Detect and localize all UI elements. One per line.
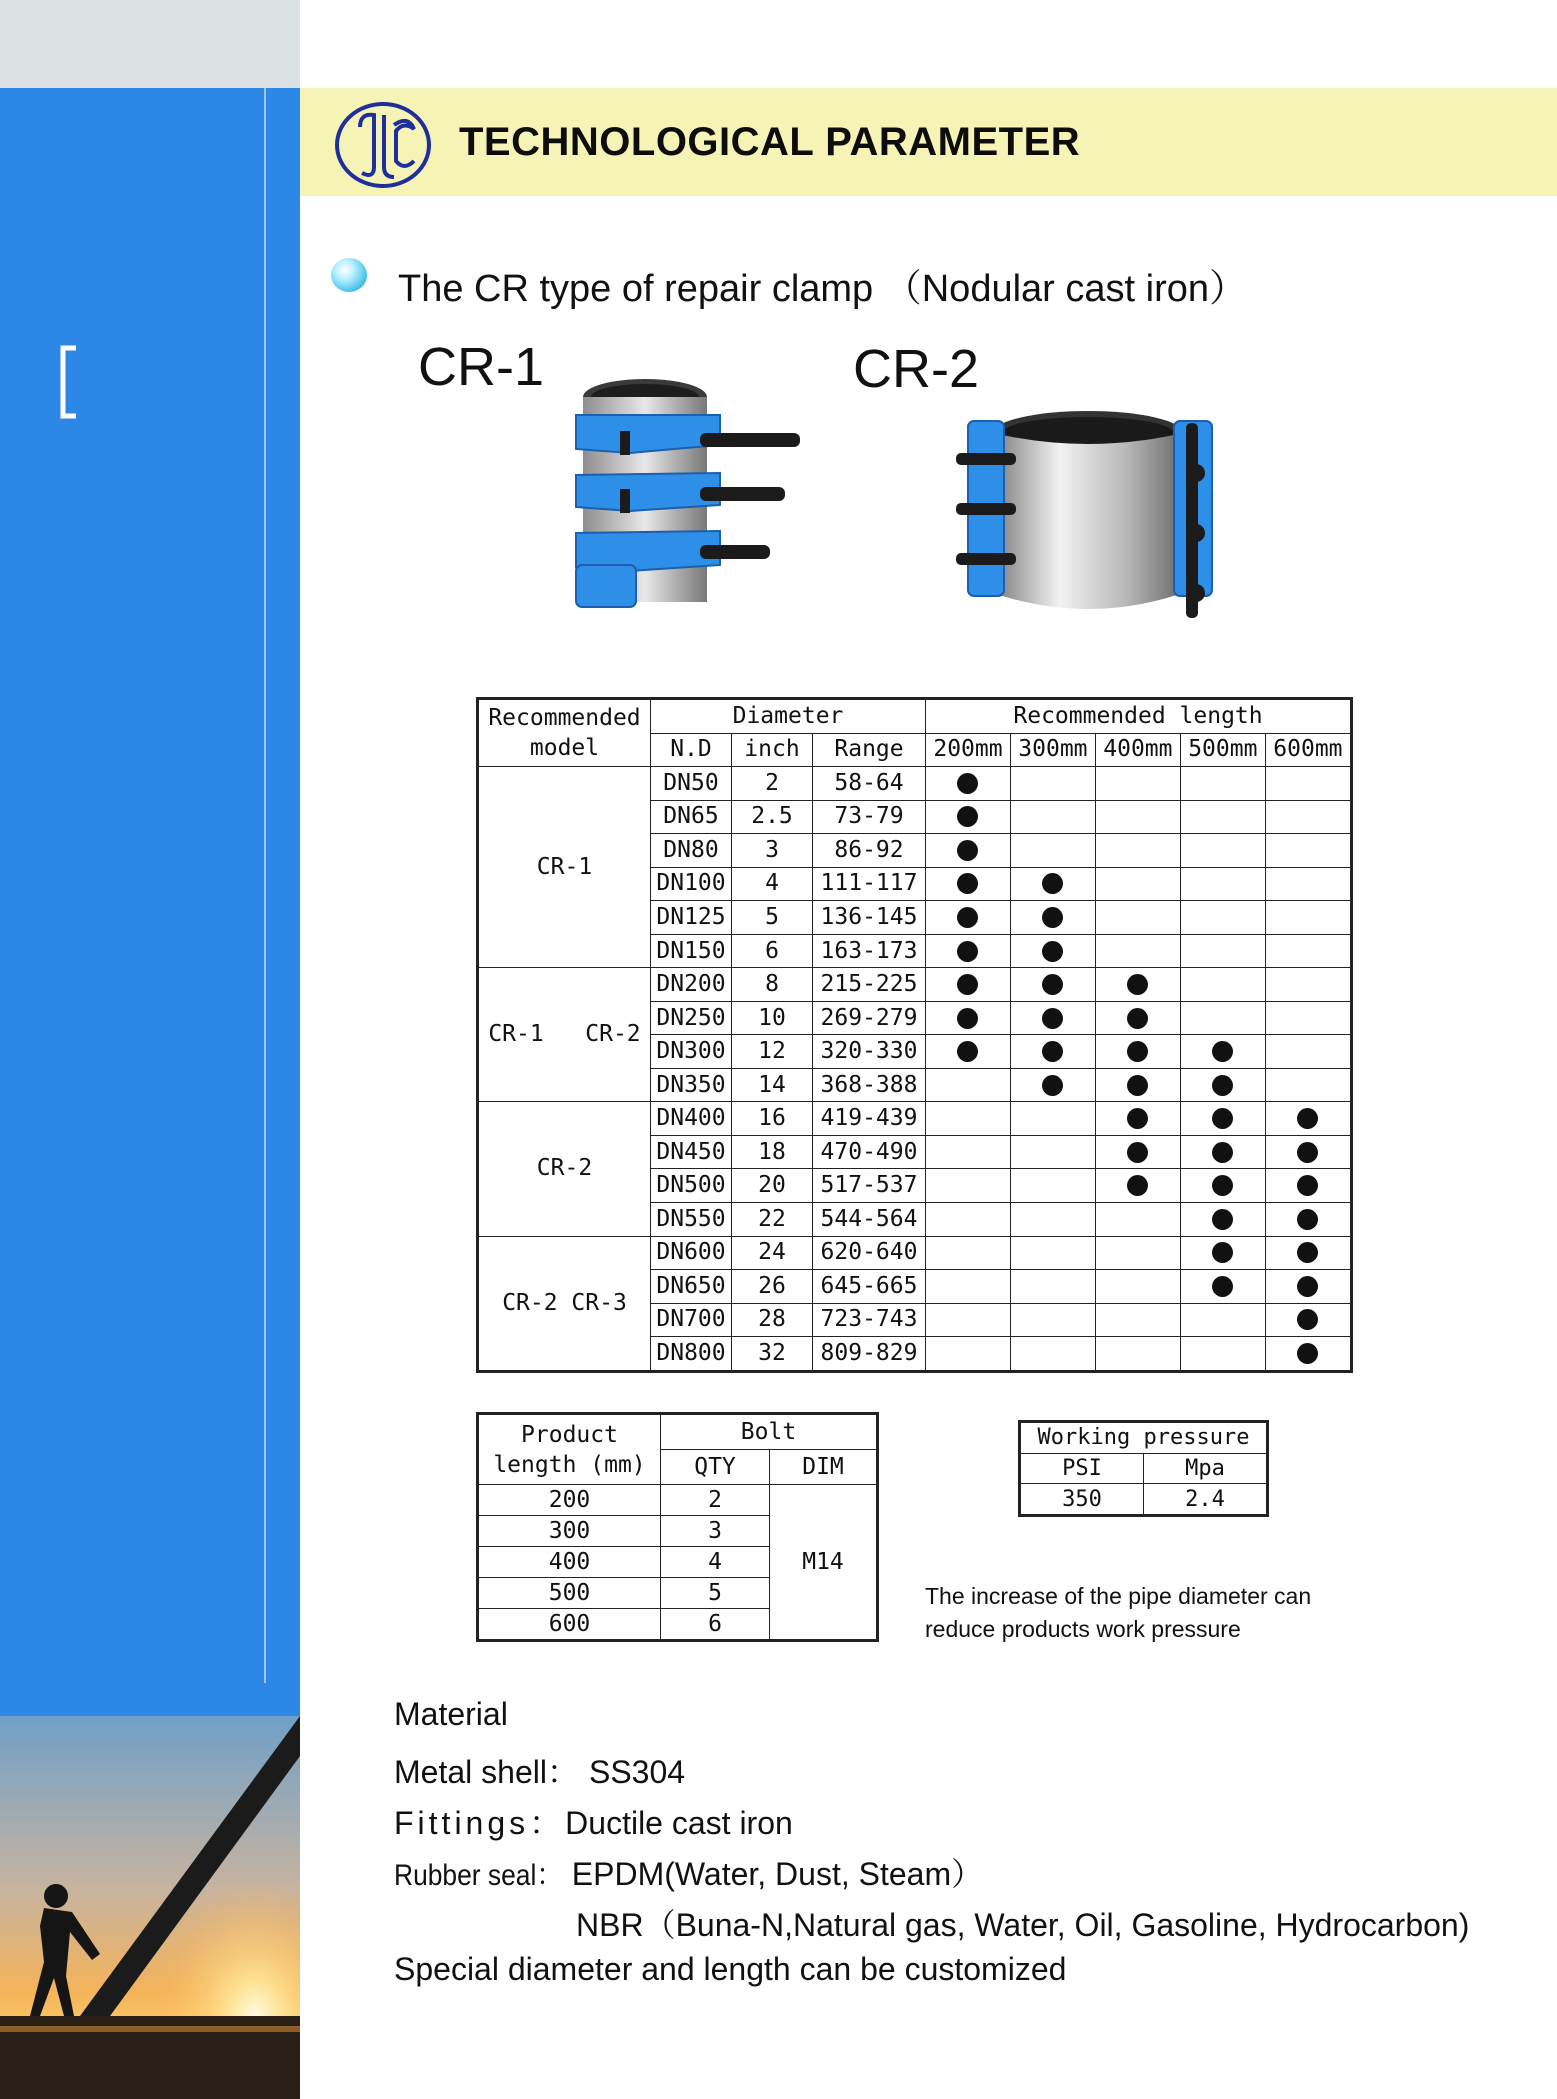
mpa-header: Mpa [1144,1453,1268,1484]
length-mark-cell [926,800,1011,834]
length-mark-cell [1265,1236,1351,1270]
length-mark-cell [926,1135,1011,1169]
nd-cell: DN250 [651,1001,732,1035]
inch-cell: 2.5 [732,800,813,834]
recommended-dot-icon [1297,1276,1318,1297]
length-mark-cell [1180,1102,1265,1136]
pressure-table [1018,1420,1269,1517]
inch-cell: 12 [732,1035,813,1069]
sidebar-blue-panel [0,88,300,1716]
length-mark-cell [1010,1035,1095,1069]
recommended-dot-icon [1127,1075,1148,1096]
recommended-dot-icon [957,773,978,794]
length-col-header: 200mm [926,733,1011,767]
nd-cell: DN125 [651,901,732,935]
length-mark-cell [1010,1169,1095,1203]
model-group-cell: CR-2 [478,1102,651,1236]
recommended-dot-icon [1212,1142,1233,1163]
length-mark-cell [1180,1068,1265,1102]
cr2-clamp-photo [948,403,1228,628]
metal-shell-label: Metal shell： [394,1754,579,1790]
length-mark-cell [1095,1303,1180,1337]
length-mark-cell [1265,1001,1351,1035]
length-mark-cell [1010,1135,1095,1169]
length-mark-cell [1265,767,1351,801]
range-cell: 58-64 [813,767,926,801]
recommended-dot-icon [957,806,978,827]
range-cell: 470-490 [813,1135,926,1169]
recommended-dot-icon [1042,873,1063,894]
recommended-dot-icon [957,941,978,962]
sidebar-divider-line [264,88,266,1683]
length-mark-cell [1265,1035,1351,1069]
product-length-header: Product length (mm) [478,1414,661,1485]
length-mark-cell [926,767,1011,801]
inch-cell: 16 [732,1102,813,1136]
nd-cell: DN350 [651,1068,732,1102]
length-mark-cell [926,934,1011,968]
recommended-dot-icon [1127,974,1148,995]
bolt-qty-cell: 3 [661,1516,770,1547]
length-mark-cell [1180,1337,1265,1372]
inch-cell: 22 [732,1203,813,1237]
length-mark-cell [926,1337,1011,1372]
nd-cell: DN650 [651,1270,732,1304]
length-mark-cell [1180,934,1265,968]
length-mark-cell [1095,834,1180,868]
model-header: Recommended model [478,699,651,767]
pressure-note-line: reduce products work pressure [925,1616,1241,1642]
rubber-seal-line [394,1849,983,1895]
length-mark-cell [1010,901,1095,935]
recommended-dot-icon [1042,1075,1063,1096]
length-mark-cell [926,834,1011,868]
length-mark-cell [1095,934,1180,968]
length-mark-cell [926,1035,1011,1069]
length-mark-cell [1180,1001,1265,1035]
range-cell: 544-564 [813,1203,926,1237]
range-cell: 215-225 [813,968,926,1002]
nd-cell: DN100 [651,867,732,901]
range-cell: 620-640 [813,1236,926,1270]
model-group-cell: CR-2 CR-3 [478,1236,651,1371]
recommended-dot-icon [1127,1008,1148,1029]
recommended-dot-icon [1042,1008,1063,1029]
psi-header: PSI [1020,1453,1144,1484]
recommended-dot-icon [957,873,978,894]
inch-cell: 26 [732,1270,813,1304]
recommended-dot-icon [957,1008,978,1029]
length-mark-cell [1010,968,1095,1002]
length-mark-cell [1095,1035,1180,1069]
mpa-value: 2.4 [1144,1484,1268,1516]
inch-header: inch [732,733,813,767]
inch-cell: 4 [732,867,813,901]
length-mark-cell [1180,1035,1265,1069]
range-cell: 86-92 [813,834,926,868]
bolt-header: Bolt [661,1414,878,1450]
nd-cell: DN700 [651,1303,732,1337]
bolt-row [478,1485,878,1516]
cr1-model-label: CR-1 [418,337,545,397]
length-mark-cell [1095,1169,1180,1203]
length-mark-cell [1265,1169,1351,1203]
length-col-header: 400mm [1095,733,1180,767]
fittings-label: Fittings： [394,1805,566,1841]
inch-cell: 14 [732,1068,813,1102]
nd-cell: DN300 [651,1035,732,1069]
pressure-title: Working pressure [1020,1422,1268,1454]
recommended-dot-icon [1212,1108,1233,1129]
recommended-dot-icon [1212,1209,1233,1230]
pressure-note-line: The increase of the pipe diameter can [925,1583,1312,1609]
metal-shell-line [394,1747,685,1793]
length-mark-cell [1010,1001,1095,1035]
inch-cell: 6 [732,934,813,968]
length-mark-cell [1095,1068,1180,1102]
inch-cell: 5 [732,901,813,935]
model-group-cell: CR-1 CR-2 [478,968,651,1102]
nd-header: N.D [651,733,732,767]
length-mark-cell [1180,1203,1265,1237]
length-col-header: 300mm [1010,733,1095,767]
length-mark-cell [1180,834,1265,868]
recommended-dot-icon [1212,1075,1233,1096]
recommended-dot-icon [1042,974,1063,995]
range-cell: 163-173 [813,934,926,968]
length-mark-cell [1010,1203,1095,1237]
length-mark-cell [1265,867,1351,901]
dim-header: DIM [770,1450,878,1485]
length-mark-cell [1265,834,1351,868]
range-cell: 111-117 [813,867,926,901]
length-mark-cell [1010,1303,1095,1337]
recommended-dot-icon [1212,1242,1233,1263]
length-mark-cell [926,1068,1011,1102]
rubber-seal-value: EPDM(Water, Dust, Steam） [571,1856,984,1892]
range-cell: 645-665 [813,1270,926,1304]
range-cell: 517-537 [813,1169,926,1203]
inch-cell: 24 [732,1236,813,1270]
recommended-dot-icon [1127,1175,1148,1196]
recommended-dot-icon [957,974,978,995]
length-mark-cell [1180,1169,1265,1203]
length-mark-cell [1010,800,1095,834]
length-mark-cell [926,1236,1011,1270]
length-mark-cell [1180,1236,1265,1270]
material-heading: Material [394,1696,508,1732]
length-mark-cell [1095,800,1180,834]
sidebar-bracket-icon [58,344,80,420]
inch-cell: 2 [732,767,813,801]
nd-cell: DN500 [651,1169,732,1203]
spec-row [478,1236,1352,1270]
length-mark-cell [1010,1068,1095,1102]
customization-note: Special diameter and length can be customized [394,1951,1067,1987]
length-mark-cell [1095,1337,1180,1372]
nd-cell: DN65 [651,800,732,834]
length-mark-cell [1180,1303,1265,1337]
nd-cell: DN80 [651,834,732,868]
length-mark-cell [1180,800,1265,834]
range-cell: 136-145 [813,901,926,935]
length-mark-cell [1010,1337,1095,1372]
product-length-cell: 200 [478,1485,661,1516]
length-mark-cell [1265,1337,1351,1372]
fittings-line [394,1798,793,1844]
cr1-clamp-photo [570,375,810,625]
product-length-cell: 300 [478,1516,661,1547]
range-cell: 723-743 [813,1303,926,1337]
qty-header: QTY [661,1450,770,1485]
pressure-note [925,1580,1311,1646]
length-mark-cell [926,1270,1011,1304]
nd-cell: DN550 [651,1203,732,1237]
rubber-seal-nbr: NBR（Buna-N,Natural gas, Water, Oil, Gasoline, Hydrocarbon) [576,1907,1470,1943]
nd-cell: DN200 [651,968,732,1002]
length-mark-cell [926,1001,1011,1035]
diameter-header: Diameter [651,699,926,734]
bolt-qty-cell: 4 [661,1546,770,1577]
length-col-header: 600mm [1265,733,1351,767]
metal-shell-value: SS304 [588,1754,686,1790]
recommended-dot-icon [957,907,978,928]
length-mark-cell [1265,1203,1351,1237]
company-logo-icon [334,101,432,189]
recommended-dot-icon [1297,1343,1318,1364]
length-mark-cell [926,968,1011,1002]
recommended-dot-icon [1212,1041,1233,1062]
banner-title: TECHNOLOGICAL PARAMETER [459,120,1081,164]
recommended-dot-icon [1297,1142,1318,1163]
length-mark-cell [1095,1270,1180,1304]
recommended-dot-icon [1212,1276,1233,1297]
length-mark-cell [1095,968,1180,1002]
length-mark-cell [1095,901,1180,935]
length-mark-cell [1265,800,1351,834]
length-mark-cell [1180,867,1265,901]
recommended-dot-icon [1042,941,1063,962]
length-mark-cell [1265,1135,1351,1169]
inch-cell: 10 [732,1001,813,1035]
spec-row [478,767,1352,801]
product-length-cell: 500 [478,1577,661,1608]
inch-cell: 28 [732,1303,813,1337]
length-mark-cell [1010,934,1095,968]
product-length-cell: 400 [478,1546,661,1577]
length-header: Recommended length [926,699,1352,734]
nd-cell: DN800 [651,1337,732,1372]
bullet-icon [331,258,367,292]
length-mark-cell [1010,1102,1095,1136]
spec-row [478,968,1352,1002]
recommended-dot-icon [1212,1175,1233,1196]
recommended-dot-icon [1042,1041,1063,1062]
recommended-dot-icon [1297,1242,1318,1263]
recommended-dot-icon [1042,907,1063,928]
length-mark-cell [1180,968,1265,1002]
length-mark-cell [926,867,1011,901]
nd-cell: DN150 [651,934,732,968]
inch-cell: 20 [732,1169,813,1203]
recommended-dot-icon [1297,1209,1318,1230]
length-mark-cell [1095,1236,1180,1270]
length-mark-cell [1265,1102,1351,1136]
spec-row [478,1102,1352,1136]
bolt-dim-cell: M14 [770,1485,878,1641]
section-subtitle: The CR type of repair clamp （Nodular cast iron） [398,268,1247,310]
cr2-model-label: CR-2 [853,339,980,399]
inch-cell: 3 [732,834,813,868]
length-mark-cell [1010,1270,1095,1304]
length-mark-cell [926,1303,1011,1337]
fittings-value: Ductile cast iron [565,1805,793,1841]
inch-cell: 18 [732,1135,813,1169]
range-cell: 320-330 [813,1035,926,1069]
range-cell: 809-829 [813,1337,926,1372]
spec-table [476,697,1353,1373]
length-mark-cell [926,1169,1011,1203]
length-mark-cell [1010,867,1095,901]
range-cell: 269-279 [813,1001,926,1035]
length-col-header: 500mm [1180,733,1265,767]
length-mark-cell [1265,901,1351,935]
range-cell: 73-79 [813,800,926,834]
recommended-dot-icon [1127,1142,1148,1163]
recommended-dot-icon [957,840,978,861]
psi-value: 350 [1020,1484,1144,1516]
length-mark-cell [1265,934,1351,968]
length-mark-cell [1180,901,1265,935]
recommended-dot-icon [1127,1041,1148,1062]
nd-cell: DN400 [651,1102,732,1136]
length-mark-cell [1095,1001,1180,1035]
bolt-qty-cell: 6 [661,1608,770,1640]
length-mark-cell [1010,767,1095,801]
inch-cell: 32 [732,1337,813,1372]
range-cell: 419-439 [813,1102,926,1136]
recommended-dot-icon [1127,1108,1148,1129]
length-mark-cell [926,901,1011,935]
product-length-cell: 600 [478,1608,661,1640]
length-mark-cell [1265,1303,1351,1337]
length-mark-cell [1265,1068,1351,1102]
length-mark-cell [1180,1270,1265,1304]
range-cell: 368-388 [813,1068,926,1102]
length-mark-cell [1265,968,1351,1002]
bolt-qty-cell: 5 [661,1577,770,1608]
recommended-dot-icon [1297,1309,1318,1330]
length-mark-cell [1095,1135,1180,1169]
length-mark-cell [1095,1102,1180,1136]
recommended-dot-icon [1297,1175,1318,1196]
bolt-qty-cell: 2 [661,1485,770,1516]
length-mark-cell [1095,767,1180,801]
inch-cell: 8 [732,968,813,1002]
length-mark-cell [1180,767,1265,801]
length-mark-cell [1265,1270,1351,1304]
length-mark-cell [1095,867,1180,901]
rubber-seal-label: Rubber seal： [394,1859,563,1892]
length-mark-cell [926,1203,1011,1237]
sidebar-top-strip [0,0,300,88]
bolt-table [476,1412,879,1642]
range-header: Range [813,733,926,767]
nd-cell: DN450 [651,1135,732,1169]
length-mark-cell [1010,834,1095,868]
model-group-cell: CR-1 [478,767,651,968]
recommended-dot-icon [957,1041,978,1062]
length-mark-cell [1095,1203,1180,1237]
nd-cell: DN600 [651,1236,732,1270]
length-mark-cell [926,1102,1011,1136]
recommended-dot-icon [1297,1108,1318,1129]
nd-cell: DN50 [651,767,732,801]
sunset-pipeline-photo [0,1716,300,2099]
length-mark-cell [1010,1236,1095,1270]
length-mark-cell [1180,1135,1265,1169]
